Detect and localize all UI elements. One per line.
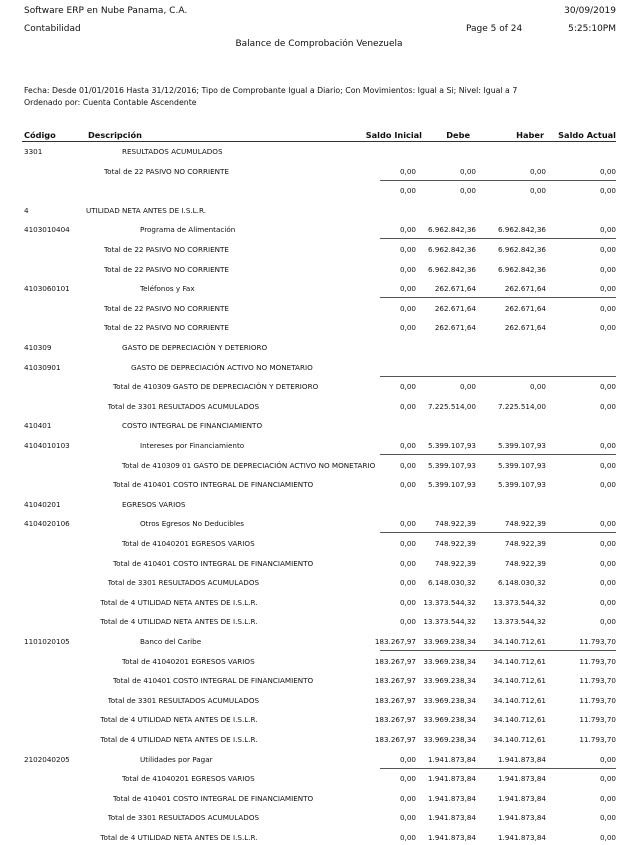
account-description: COSTO INTEGRAL DE FINANCIAMIENTO (122, 421, 263, 431)
subtotal-rule (380, 297, 616, 298)
initial-balance-value: 0,00 (399, 441, 416, 450)
account-description: Total de 22 PASIVO NO CORRIENTE (104, 166, 229, 176)
table-row (0, 617, 638, 629)
initial-balance-value: 0,00 (399, 264, 416, 274)
final-balance-value: 0,00 (599, 539, 616, 548)
account-code: 3301 (24, 147, 43, 156)
company-name: Software ERP en Nube Panama, C.A. (24, 6, 188, 16)
debit-value: 5.399.107,93 (427, 441, 476, 450)
table-row (0, 147, 638, 159)
subtotal-rule (380, 768, 616, 769)
final-balance-value: 0,00 (599, 480, 616, 490)
initial-balance-value: 183.267,97 (374, 735, 416, 744)
credit-value: 5.399.107,93 (497, 460, 546, 470)
final-balance-value: 11.793,70 (579, 715, 616, 725)
credit-value: 34.140.712,61 (493, 656, 546, 666)
account-description: Otros Egresos No Deducibles (140, 519, 245, 529)
account-description: EGRESOS VARIOS (122, 499, 186, 509)
debit-value: 13.373.544,32 (423, 617, 476, 627)
account-description: Total de 410401 COSTO INTEGRAL DE FINANCIAMIENTO (113, 676, 314, 686)
credit-value: 748.922,39 (504, 519, 546, 529)
filter-criteria: Fecha: Desde 01/01/2016 Hasta 31/12/2016; Tipo de Comprobante Igual a Diario; Con Movimientos: Igual a Si; Nivel: Igual a 7 (24, 86, 518, 95)
final-balance-value: 0,00 (599, 303, 616, 313)
account-code: 4103010404 (24, 225, 70, 235)
account-code: 41040201 (24, 499, 61, 509)
table-row (0, 715, 638, 727)
credit-value: 1.941.873,84 (497, 774, 546, 784)
account-description: Total de 4 UTILIDAD NETA ANTES DE I.S.L.R. (100, 597, 258, 607)
debit-value: 748.922,39 (434, 539, 476, 548)
account-description: Teléfonos y Fax (140, 284, 195, 294)
table-row (0, 421, 638, 433)
account-description: Total de 22 PASIVO NO CORRIENTE (104, 264, 229, 274)
col-description: Descripción (88, 130, 142, 140)
table-row (0, 500, 638, 512)
debit-value: 6.148.030,32 (427, 578, 476, 588)
table-row (0, 461, 638, 473)
credit-value: 34.140.712,61 (493, 715, 546, 725)
account-description: Total de 410309 01 GASTO DE DEPRECIACIÓN ACTIVO NO MONETARIO (122, 460, 376, 470)
initial-balance-value: 0,00 (399, 323, 416, 333)
credit-value: 34.140.712,61 (493, 676, 546, 686)
initial-balance-value: 0,00 (399, 793, 416, 803)
account-description: Total de 4 UTILIDAD NETA ANTES DE I.S.L.R. (100, 833, 258, 842)
account-description: Utilidades por Pagar (140, 754, 213, 764)
table-row (0, 519, 638, 531)
col-debit: Debe (446, 130, 470, 140)
credit-value: 1.941.873,84 (497, 754, 546, 764)
table-row (0, 598, 638, 610)
final-balance-value: 11.793,70 (579, 676, 616, 686)
account-code: 2102040205 (24, 754, 70, 764)
table-row (0, 676, 638, 688)
account-description: Total de 410309 GASTO DE DEPRECIACIÓN Y DETERIORO (113, 382, 319, 392)
table-row (0, 304, 638, 316)
initial-balance-value: 0,00 (399, 539, 416, 548)
account-description: Programa de Alimentación (140, 225, 236, 235)
final-balance-value: 0,00 (599, 774, 616, 784)
table-row (0, 225, 638, 237)
sort-order: Ordenado por: Cuenta Contable Ascendente (24, 98, 197, 107)
initial-balance-value: 0,00 (399, 774, 416, 784)
initial-balance-value: 0,00 (399, 558, 416, 568)
debit-value: 33.969.238,34 (423, 676, 476, 686)
credit-value: 262.671,64 (504, 323, 546, 333)
account-description: RESULTADOS ACUMULADOS (122, 147, 223, 156)
debit-value: 33.969.238,34 (423, 735, 476, 744)
final-balance-value: 0,00 (599, 264, 616, 274)
credit-value: 262.671,64 (504, 284, 546, 294)
table-row (0, 363, 638, 375)
initial-balance-value: 183.267,97 (374, 676, 416, 686)
debit-value: 1.941.873,84 (427, 793, 476, 803)
account-description: Total de 22 PASIVO NO CORRIENTE (104, 245, 229, 254)
account-description: Total de 4 UTILIDAD NETA ANTES DE I.S.L.R. (100, 715, 258, 725)
account-code: 1101020105 (24, 637, 70, 646)
table-row (0, 343, 638, 355)
table-row (0, 441, 638, 453)
final-balance-value: 0,00 (599, 597, 616, 607)
initial-balance-value: 0,00 (399, 166, 416, 176)
account-code: 4 (24, 205, 29, 215)
debit-value: 6.962.842,36 (427, 264, 476, 274)
table-row (0, 559, 638, 571)
final-balance-value: 0,00 (599, 441, 616, 450)
credit-value: 1.941.873,84 (497, 793, 546, 803)
credit-value: 5.399.107,93 (497, 480, 546, 490)
report-time: 5:25:10PM (568, 24, 616, 34)
page-number: Page 5 of 24 (466, 24, 523, 34)
final-balance-value: 0,00 (599, 166, 616, 176)
initial-balance-value: 183.267,97 (374, 695, 416, 705)
initial-balance-value: 0,00 (399, 401, 416, 411)
module-name: Contabilidad (24, 24, 81, 34)
account-description: Total de 3301 RESULTADOS ACUMULADOS (107, 578, 260, 588)
report-title: Balance de Comprobación Venezuela (235, 39, 403, 49)
account-description: Total de 41040201 EGRESOS VARIOS (122, 656, 255, 666)
initial-balance-value: 0,00 (399, 519, 416, 529)
debit-value: 6.962.842,36 (427, 245, 476, 254)
initial-balance-value: 183.267,97 (374, 656, 416, 666)
credit-value: 13.373.544,32 (493, 597, 546, 607)
initial-balance-value: 0,00 (399, 833, 416, 842)
final-balance-value: 11.793,70 (579, 695, 616, 705)
final-balance-value: 0,00 (599, 519, 616, 529)
table-row (0, 539, 638, 551)
debit-value: 5.399.107,93 (427, 460, 476, 470)
table-row (0, 323, 638, 335)
account-description: Banco del Caribe (140, 637, 202, 646)
table-row (0, 774, 638, 786)
initial-balance-value: 0,00 (399, 813, 416, 823)
credit-value: 1.941.873,84 (497, 833, 546, 842)
credit-value: 748.922,39 (504, 558, 546, 568)
final-balance-value: 11.793,70 (579, 735, 616, 744)
subtotal-rule (380, 650, 616, 651)
table-row (0, 735, 638, 747)
initial-balance-value: 183.267,97 (374, 637, 416, 646)
credit-value: 13.373.544,32 (493, 617, 546, 627)
account-description: Total de 4 UTILIDAD NETA ANTES DE I.S.L.R. (100, 735, 258, 744)
debit-value: 748.922,39 (434, 558, 476, 568)
table-row (0, 206, 638, 218)
account-code: 410401 (24, 421, 52, 431)
initial-balance-value: 0,00 (399, 303, 416, 313)
initial-balance-value: 0,00 (399, 225, 416, 235)
initial-balance-value: 0,00 (399, 186, 416, 196)
account-code: 4104020106 (24, 519, 70, 529)
credit-value: 262.671,64 (504, 303, 546, 313)
debit-value: 1.941.873,84 (427, 833, 476, 842)
debit-value: 0,00 (459, 382, 476, 392)
debit-value: 262.671,64 (434, 284, 476, 294)
subtotal-rule (380, 180, 616, 181)
table-row (0, 794, 638, 806)
final-balance-value: 0,00 (599, 460, 616, 470)
debit-value: 1.941.873,84 (427, 754, 476, 764)
initial-balance-value: 0,00 (399, 382, 416, 392)
credit-value: 6.962.842,36 (497, 245, 546, 254)
final-balance-value: 0,00 (599, 617, 616, 627)
final-balance-value: 0,00 (599, 186, 616, 196)
credit-value: 6.148.030,32 (497, 578, 546, 588)
table-row (0, 813, 638, 825)
account-description: Total de 410401 COSTO INTEGRAL DE FINANCIAMIENTO (113, 558, 314, 568)
subtotal-rule (380, 532, 616, 533)
credit-value: 0,00 (529, 186, 546, 196)
final-balance-value: 0,00 (599, 382, 616, 392)
col-initial-balance: Saldo Inicial (365, 130, 422, 140)
account-description: Total de 22 PASIVO NO CORRIENTE (104, 303, 229, 313)
credit-value: 34.140.712,61 (493, 637, 546, 646)
final-balance-value: 0,00 (599, 558, 616, 568)
final-balance-value: 0,00 (599, 754, 616, 764)
table-row (0, 245, 638, 257)
table-row (0, 167, 638, 179)
account-description: Total de 4 UTILIDAD NETA ANTES DE I.S.L.R. (100, 617, 258, 627)
initial-balance-value: 0,00 (399, 245, 416, 254)
credit-value: 5.399.107,93 (497, 441, 546, 450)
debit-value: 1.941.873,84 (427, 813, 476, 823)
account-description: Total de 22 PASIVO NO CORRIENTE (104, 323, 229, 333)
credit-value: 0,00 (529, 382, 546, 392)
initial-balance-value: 183.267,97 (374, 715, 416, 725)
account-description: Total de 410401 COSTO INTEGRAL DE FINANCIAMIENTO (113, 480, 314, 490)
debit-value: 5.399.107,93 (427, 480, 476, 490)
table-row (0, 284, 638, 296)
final-balance-value: 11.793,70 (579, 656, 616, 666)
account-description: Total de 3301 RESULTADOS ACUMULADOS (107, 813, 260, 823)
debit-value: 262.671,64 (434, 323, 476, 333)
header-divider (22, 141, 616, 142)
debit-value: 6.962.842,36 (427, 225, 476, 235)
credit-value: 34.140.712,61 (493, 695, 546, 705)
account-description: GASTO DE DEPRECIACIÓN Y DETERIORO (122, 343, 268, 352)
initial-balance-value: 0,00 (399, 754, 416, 764)
account-code: 4103060101 (24, 284, 70, 294)
final-balance-value: 0,00 (599, 401, 616, 411)
initial-balance-value: 0,00 (399, 578, 416, 588)
subtotal-rule (380, 376, 616, 377)
subtotal-rule (380, 238, 616, 239)
final-balance-value: 0,00 (599, 245, 616, 254)
table-row (0, 578, 638, 590)
initial-balance-value: 0,00 (399, 480, 416, 490)
debit-value: 33.969.238,34 (423, 656, 476, 666)
col-final-balance: Saldo Actual (558, 130, 616, 140)
table-row (0, 186, 638, 198)
initial-balance-value: 0,00 (399, 284, 416, 294)
account-description: Total de 3301 RESULTADOS ACUMULADOS (107, 695, 260, 705)
final-balance-value: 0,00 (599, 813, 616, 823)
final-balance-value: 0,00 (599, 793, 616, 803)
final-balance-value: 0,00 (599, 225, 616, 235)
debit-value: 7.225.514,00 (427, 401, 476, 411)
debit-value: 0,00 (459, 186, 476, 196)
final-balance-value: 0,00 (599, 833, 616, 842)
credit-value: 6.962.842,36 (497, 264, 546, 274)
account-code: 410309 (24, 343, 52, 352)
debit-value: 33.969.238,34 (423, 715, 476, 725)
final-balance-value: 11.793,70 (579, 637, 616, 646)
account-description: Total de 41040201 EGRESOS VARIOS (122, 539, 255, 548)
initial-balance-value: 0,00 (399, 597, 416, 607)
subtotal-rule (380, 454, 616, 455)
col-code: Código (24, 130, 56, 140)
initial-balance-value: 0,00 (399, 617, 416, 627)
table-row (0, 382, 638, 394)
col-credit: Haber (516, 130, 544, 140)
initial-balance-value: 0,00 (399, 460, 416, 470)
credit-value: 748.922,39 (504, 539, 546, 548)
account-description: Total de 410401 COSTO INTEGRAL DE FINANCIAMIENTO (113, 793, 314, 803)
table-row (0, 637, 638, 649)
account-code: 4104010103 (24, 441, 70, 450)
credit-value: 0,00 (529, 166, 546, 176)
debit-value: 33.969.238,34 (423, 695, 476, 705)
account-description: Total de 3301 RESULTADOS ACUMULADOS (107, 401, 260, 411)
account-code: 41030901 (24, 362, 61, 372)
debit-value: 262.671,64 (434, 303, 476, 313)
table-row (0, 833, 638, 845)
account-description: UTILIDAD NETA ANTES DE I.S.L.R. (86, 205, 206, 215)
final-balance-value: 0,00 (599, 284, 616, 294)
debit-value: 33.969.238,34 (423, 637, 476, 646)
report-date: 30/09/2019 (564, 6, 616, 16)
credit-value: 6.962.842,36 (497, 225, 546, 235)
account-description: Total de 41040201 EGRESOS VARIOS (122, 774, 255, 784)
credit-value: 34.140.712,61 (493, 735, 546, 744)
table-row (0, 696, 638, 708)
account-description: Intereses por Financiamiento (140, 441, 245, 450)
table-row (0, 657, 638, 669)
debit-value: 13.373.544,32 (423, 597, 476, 607)
table-row (0, 402, 638, 414)
credit-value: 7.225.514,00 (497, 401, 546, 411)
table-row (0, 265, 638, 277)
account-description: GASTO DE DEPRECIACIÓN ACTIVO NO MONETARIO (131, 362, 313, 372)
credit-value: 1.941.873,84 (497, 813, 546, 823)
debit-value: 0,00 (459, 166, 476, 176)
final-balance-value: 0,00 (599, 323, 616, 333)
table-row (0, 480, 638, 492)
final-balance-value: 0,00 (599, 578, 616, 588)
table-row (0, 755, 638, 767)
debit-value: 748.922,39 (434, 519, 476, 529)
debit-value: 1.941.873,84 (427, 774, 476, 784)
